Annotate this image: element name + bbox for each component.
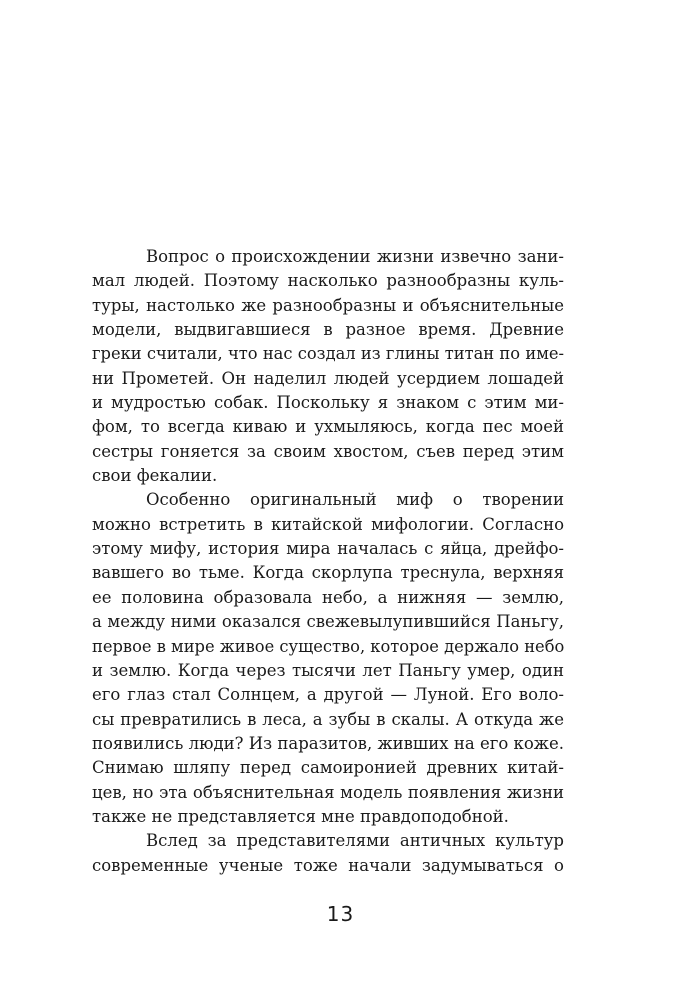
text-line: первое в мире живое существо, которое держало небо (92, 636, 565, 656)
text-line: греки считали, что нас создал из глины титан по име- (92, 344, 564, 364)
text-line: ее половина образовала небо, а нижняя — землю, (92, 587, 564, 607)
text-line: Вопрос о происхождении жизни извечно зани- (146, 247, 564, 266)
text-line: Особенно оригинальный миф о творении (146, 490, 564, 510)
text-line: и мудростью собак. Поскольку я знаком с этим ми- (92, 393, 564, 413)
text-line: Снимаю шляпу перед самоиронией древних китай- (92, 758, 564, 778)
text-line: туры, настолько же разнообразны и объяснительные (92, 295, 564, 315)
text-line: ни Прометей. Он наделил людей усердием лошадей (92, 368, 564, 388)
text-line: сы превратились в леса, а зубы в скалы. А откуда же (92, 709, 564, 729)
text-line: свои фекалии. (92, 466, 218, 486)
paragraph (92, 245, 564, 488)
text-line: фом, то всегда киваю и ухмыляюсь, когда пес моей (92, 417, 564, 437)
text-line: и землю. Когда через тысячи лет Паньгу умер, один (92, 660, 564, 680)
text-line: современные ученые тоже начали задумываться о (92, 855, 564, 875)
text-line: а между ними оказался свежевылупившийся Паньгу, (92, 612, 564, 632)
text-line: его глаз стал Солнцем, а другой — Луной. Его воло- (92, 685, 564, 705)
page-number: 13 (326, 902, 355, 926)
text-line: также не представляется мне правдоподобной. (92, 806, 509, 826)
text-line: цев, но эта объяснительная модель появления жизни (92, 782, 564, 802)
text-line: можно встретить в китайской мифологии. Согласно (92, 514, 564, 534)
body-text (92, 245, 564, 878)
text-line: появились люди? Из паразитов, живших на его коже. (92, 733, 564, 753)
paragraph (92, 488, 564, 829)
text-line: вавшего во тьме. Когда скорлупа треснула, верхняя (92, 563, 564, 583)
text-line: этому мифу, история мира началась с яйца, дрейфо- (92, 539, 564, 559)
text-line: мал людей. Поэтому насколько разнообразны куль- (92, 271, 564, 291)
text-line: Вслед за представителями античных культур (146, 831, 564, 851)
paragraph (92, 829, 564, 878)
text-line: модели, выдвигавшиеся в разное время. Древние (92, 320, 564, 340)
text-line: сестры гоняется за своим хвостом, съев перед этим (92, 441, 564, 461)
